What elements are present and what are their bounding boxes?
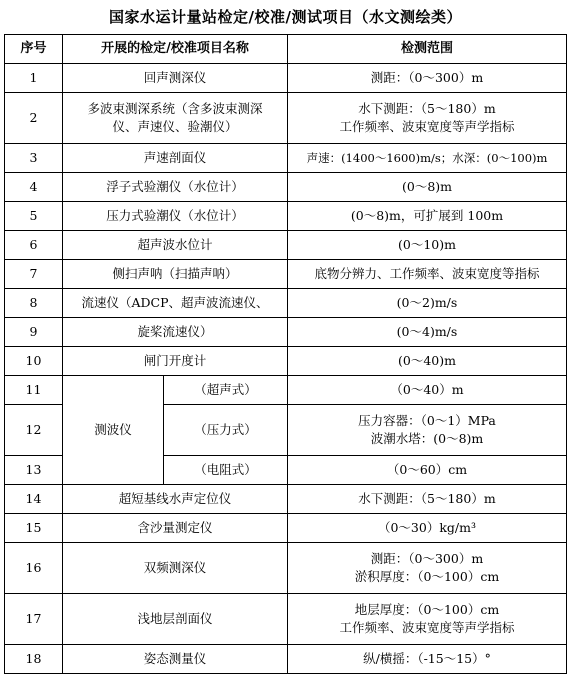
item-range-line: 工作频率、波束宽度等声学指标 [339, 119, 515, 134]
row-number: 18 [5, 645, 63, 674]
row-number: 17 [5, 594, 63, 645]
table-row [5, 318, 567, 347]
item-range: (0～2)m/s [288, 289, 567, 318]
item-range-line: 地层厚度：（0～100）cm [354, 602, 500, 617]
item-name: 流速仪（ADCP、超声波流速仪、 [63, 289, 288, 318]
header-range: 检测范围 [288, 35, 567, 64]
item-range-line: 工作频率、波束宽度等声学指标 [339, 620, 515, 635]
item-range-line: 波潮水塔：(0～8)m [370, 431, 484, 446]
item-name: 压力式验潮仪（水位计） [63, 202, 288, 231]
item-range: （0～40）m [288, 376, 567, 405]
item-range: (0～8)m [288, 173, 567, 202]
item-range [288, 405, 567, 456]
wave-gauge-group: 测波仪 [63, 376, 164, 485]
row-number: 6 [5, 231, 63, 260]
table-row [5, 231, 567, 260]
item-name: 超短基线水声定位仪 [63, 485, 288, 514]
table-row [5, 144, 567, 173]
table-row [5, 485, 567, 514]
row-number: 15 [5, 514, 63, 543]
item-range: （0～30）kg/m³ [288, 514, 567, 543]
row-number: 10 [5, 347, 63, 376]
item-name: 姿态测量仪 [63, 645, 288, 674]
row-number: 9 [5, 318, 63, 347]
item-range: 纵/横摇：（-15～15）° [288, 645, 567, 674]
item-subname: （压力式） [164, 405, 288, 456]
item-name: 声速剖面仪 [63, 144, 288, 173]
item-name: 侧扫声呐（扫描声呐） [63, 260, 288, 289]
row-number: 7 [5, 260, 63, 289]
header-no: 序号 [5, 35, 63, 64]
item-range-line: 测距：（0～300）m [370, 551, 484, 566]
item-range: (0～8)m，可扩展到 100m [288, 202, 567, 231]
item-name: 浅地层剖面仪 [63, 594, 288, 645]
row-number: 4 [5, 173, 63, 202]
item-range: (0～40)m [288, 347, 567, 376]
table-header-row [5, 35, 567, 64]
item-range-line: 水下测距：（5～180）m [358, 101, 496, 116]
row-number: 2 [5, 93, 63, 144]
item-range-line: 淤积厚度：（0～100）cm [354, 569, 500, 584]
item-name: 闸门开度计 [63, 347, 288, 376]
row-number: 3 [5, 144, 63, 173]
item-range: （0～60）cm [288, 456, 567, 485]
item-subname: （电阻式） [164, 456, 288, 485]
item-range: (0～4)m/s [288, 318, 567, 347]
table-row [5, 645, 567, 674]
item-range: 底物分辨力、工作频率、波束宽度等指标 [288, 260, 567, 289]
item-range [288, 93, 567, 144]
item-name [63, 93, 288, 144]
item-range [288, 543, 567, 594]
row-number: 12 [5, 405, 63, 456]
table-row [5, 260, 567, 289]
item-name: 双频测深仪 [63, 543, 288, 594]
calibration-items-table [4, 34, 567, 674]
table-row [5, 594, 567, 645]
item-subname: （超声式） [164, 376, 288, 405]
row-number: 14 [5, 485, 63, 514]
item-range: 声速：(1400～1600)m/s；水深：(0～100)m [288, 144, 567, 173]
table-row [5, 376, 567, 405]
item-name: 超声波水位计 [63, 231, 288, 260]
item-range: (0～10)m [288, 231, 567, 260]
header-name: 开展的检定/校准项目名称 [63, 35, 288, 64]
row-number: 1 [5, 64, 63, 93]
item-range: 水下测距：（5～180）m [288, 485, 567, 514]
table-row [5, 543, 567, 594]
row-number: 5 [5, 202, 63, 231]
table-row [5, 289, 567, 318]
item-name: 浮子式验潮仪（水位计） [63, 173, 288, 202]
table-row [5, 347, 567, 376]
item-name: 旋桨流速仪） [63, 318, 288, 347]
item-range [288, 594, 567, 645]
item-name-line: 多波束测深系统（含多波束测深 [87, 101, 263, 116]
table-row [5, 173, 567, 202]
table-row [5, 93, 567, 144]
row-number: 16 [5, 543, 63, 594]
item-range: 测距：（0～300）m [288, 64, 567, 93]
row-number: 11 [5, 376, 63, 405]
page-title: 国家水运计量站检定/校准/测试项目（水文测绘类） [109, 8, 462, 26]
table-row [5, 514, 567, 543]
item-name: 含沙量测定仪 [63, 514, 288, 543]
item-range-line: 压力容器：（0～1）MPa [358, 413, 496, 428]
table-row [5, 202, 567, 231]
table-row [5, 64, 567, 93]
row-number: 13 [5, 456, 63, 485]
row-number: 8 [5, 289, 63, 318]
item-name-line: 仪、声速仪、验潮仪） [112, 119, 238, 134]
item-name: 回声测深仪 [63, 64, 288, 93]
